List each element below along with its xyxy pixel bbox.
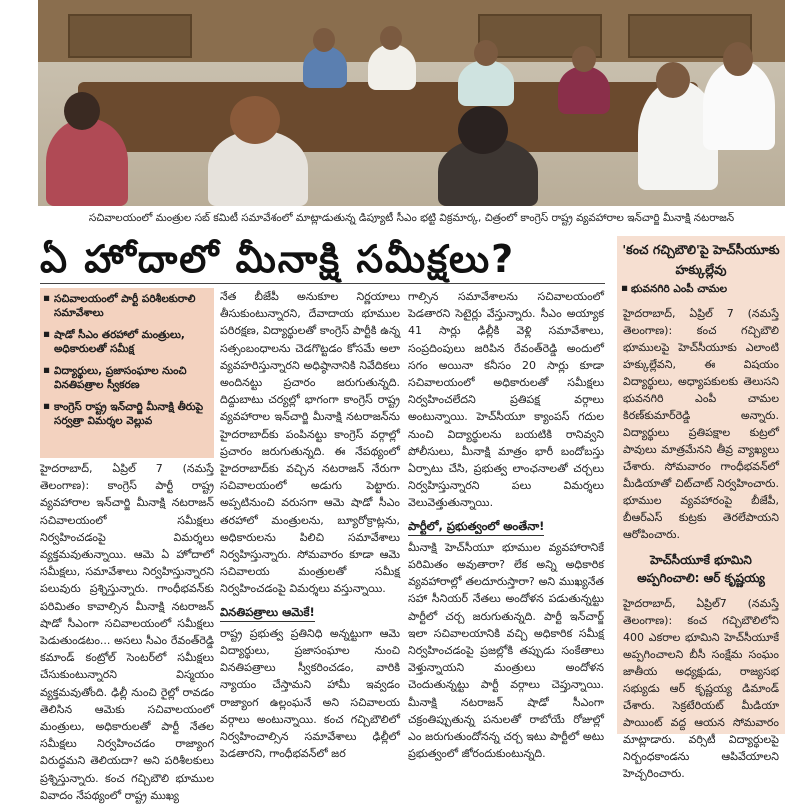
article-paragraph: గాల్సిన సమావేశాలను సచివాలయంలో పెడతారని సెటైర్లు వేస్తున్నారు. సీఎం అయ్యాక 41 సార్లు ఢిల్లీకి వెళ్లి సమావేశాలు, సంప్రదింపులు జరిపిన రేవంత్‌రెడ్డి అందులో సగం అయినా కనీసం 20 సార్లు కూడా సచివాలయంలో అధికారులతో సమీక్షలు నిర్వహించలేదని ప్రతిపక్ష వర్గాలు అంటున్నాయి. హెచ్‌సీయూ క్యాంపస్ గదుల నుంచి విద్యార్థులను బయటికి రానివ్వని పోలీసులు, మీనాక్షి మాత్రం భారీ బందోబస్తు ఏర్పాటు చేసి, ప్రభుత్వ లాంఛనాలతో చర్చలు నిర్వహిస్తున్నారని పలు విమర్శలు వెలువెత్తుతున్నాయి. [408, 290, 604, 510]
photo-person [558, 66, 610, 114]
photo-wall-panel [68, 14, 192, 58]
photo-person [46, 118, 128, 206]
photo-caption: సచివాలయంలో మంత్రుల సబ్ కమిటీ సమావేశంలో మాట్లాడుతున్న డిప్యూటీ సీఎం భట్టి విక్రమార్క, చిత్రంలో కాంగ్రెస్ రాష్ట్ర వ్యవహారాల ఇన్‌చార్జి మీనాక్షి నటరాజన్ [38, 206, 785, 230]
photo-person-head [64, 92, 100, 130]
photo-person-head [458, 106, 508, 154]
page-headline: ఏ హోదాలో మీనాక్షి సమీక్షలు? [40, 237, 516, 281]
sidebar-heading-2: హెచ్‌సీయూకే భూమిని అప్పగించాలి: ఆర్ కృష్ణయ్య [637, 553, 765, 585]
article-paragraph: మీనాక్షి హెచ్‌సీయూ భూముల వ్యవహారానికే పరిమితం అవుతారా? లేక అన్ని అధికారిక వ్యవహారాల్లో తలదూరుస్తారా? అని ముఖ్యనేత సహా సీనియర్ నేతలు అందోళన పడుతున్నట్టు పార్టీలో చర్చ జరుగుతున్నది. పార్టీ ఇన్‌చార్జ్ ఇలా సచివాలయానికి వచ్చి అధికారిక సమీక్ష నిర్వహించడంపై ప్రజల్లోకి తప్పుడు సంకేతాలు వెళ్తున్నాయని మంత్రులు అందోళన చెందుతున్నట్టు పార్టీ వర్గాలు చెప్తున్నాయి. మీనాక్షి నటరాజన్ షాడో సీఎంగా చక్రంతిప్పుతున్న పనులతో రాబోయే రోజుల్లో ఎం జరుగుతుందోనన్న చర్చ ఇటు పార్టీలో అటు ప్రభుత్వంలో జోరందుకుంటున్నది. [408, 540, 604, 761]
sidebar-text: హైదరాబాద్, ఏప్రిల్ 7 (నమస్తే తెలంగాణ): కంచ గచ్చిబౌలి భూములపై హెచ్‌సీయూకు ఎలాంటి హక్కుల్లేవని, ఈ విషయం విద్యార్థులు, అధ్యాపకులకు తెలుసని భువనగిరి ఎంపీ చామల కిరణ్‌కుమార్‌రెడ్డి అన్నారు. విద్యార్థులు ప్రతిపక్షాల కుట్రలో పావులు మాత్రమేనని తీవ్ర వ్యాఖ్యలు చేశారు. సోమవారం గాంధీభవన్‌లో మీడియాతో చిట్‌చాట్ నిర్వహించారు. భూముల వ్యవహారంపై బీజేపీ, బీఆర్‌ఎస్ కుట్రకు తెరలేపాయని ఆరోపించారు. [623, 307, 779, 541]
article-subheading: పార్టీలో, ప్రభుత్వంలో అంతేనా! [408, 518, 544, 536]
article-paragraph: రాష్ట్ర ప్రభుత్వ ప్రతినిధి అన్నట్టుగా ఆమె విద్యార్థులు, ప్రజాసంఘాల నుంచి వినతిపత్రాలు స్వీకరించడం, వారికి న్యాయం చేస్తామని హామీ ఇవ్వడం రాజ్యాంగ ఉల్లంఘనే అని సచివాలయ వర్గాలు అంటున్నాయి. కంచ గచ్చిబౌలిలో నిర్వహించాల్సిన సమావేశాలు ఢిల్లీలో పెడతారని, గాంధీభవన్‌లో జర [220, 626, 400, 761]
sidebar-story [617, 236, 785, 780]
sidebar-bullet: ▪ భువనగిరి ఎంపీ చామల [617, 280, 785, 301]
photo-person [458, 60, 514, 106]
headline-rule [40, 283, 605, 284]
article-subheading: వినతిపత్రాలు ఆమెకే! [220, 604, 315, 622]
photo-person [368, 44, 416, 90]
article-paragraph: నేత బీజేపీ అనుకూల నిర్ణయాలు తీసుకుంటున్నారని, దేవాదాయ భూముల పరిరక్షణ, విద్యార్థులతో కాంగ్రెస్ పార్టీకి ఉన్న సత్సంబంధాలను చెడగొట్టడం కోసమే అలా వ్యవహరిస్తున్నారని అధిష్ఠానానికి నివేదికలు అందినట్టు ప్రచారం జరుగుతున్నది. దిద్దుబాటు చర్యల్లో భాగంగా కాంగ్రెస్ రాష్ట్ర వ్యవహారాల ఇన్‌చార్జి మీనాక్షి నటరాజన్‌ను హైదరాబాద్‌కు పంపినట్టు కాంగ్రెస్ వర్గాల్లో ప్రచారం జరుగుతున్నది. ఈ నేపథ్యంలో హైదరాబాద్‌కు వచ్చిన నటరాజన్ నేరుగా సచివాలయంలో అడుగు పెట్టారు. అప్పటినుంచి వరుసగా ఆమె షాడో సీఎం తరహాలో మంత్రులను, బ్యూరోక్రాట్లను, అధికారులను పిలిచి సమావేశాలు నిర్వహిస్తున్నారు. సోమవారం కూడా ఆమె సచివాలయ మంత్రులతో సమీక్ష నిర్వహించడంపై విమర్శలు వస్తున్నాయి. [220, 290, 400, 596]
highlights-box [40, 288, 214, 458]
sidebar-heading: 'కంచ గచ్చిబౌలి'పై హెచ్‌సీయూకు హక్కుల్లేవు [622, 242, 780, 277]
article-column-2 [220, 288, 400, 762]
photo-person-head [572, 46, 596, 72]
photo-person-head [656, 62, 690, 98]
meeting-photo [38, 0, 785, 206]
sidebar-text-2: హైదరాబాద్, ఏప్రిల్7 (నమస్తే తెలంగాణ): కంచ గచ్చిబౌలిలోని 400 ఎకరాల భూమిని హెచ్‌సీయూకే అప్పగించాలని బీసీ సంక్షేమ సంఘం జాతీయ అధ్యక్షుడు, రాజ్యసభ సభ్యుడు ఆర్ కృష్ణయ్య డిమాండ్ చేశారు. సెక్రటేరియట్ మీడియా పాయింట్ వద్ద ఆయన సోమవారం మాట్లాడారు. వర్సిటీ విద్యార్థులపై నిర్బంధకాండను ఆపివేయాలని హెచ్చరించారు. [623, 597, 779, 780]
highlight-item: ▪ విద్యార్థులు, ప్రజాసంఘాల నుంచి వినతిపత్రాల స్వీకరణ [40, 360, 214, 396]
photo-person [303, 46, 347, 88]
photo-person-head [380, 26, 402, 50]
photo-person-head [723, 42, 753, 76]
photo-person-head [230, 96, 280, 144]
photo-person-head [474, 40, 498, 66]
highlight-item: ▪ కాంగ్రెస్ రాష్ట్ర ఇన్‌చార్జి మీనాక్షి తీరుపై సర్వత్రా విమర్శల వెల్లువ [40, 396, 214, 432]
article-column-3 [408, 288, 604, 762]
article-column-1: హైదరాబాద్, ఏప్రిల్ 7 (నమస్తే తెలంగాణ): కాంగ్రెస్ పార్టీ రాష్ట్ర వ్యవహారాల ఇన్‌చార్జి మీనాక్షి నటరాజన్ సచివాలయంలో సమీక్షలు నిర్వహించడంపై విమర్శలు వ్యక్తమవుతున్నాయి. ఆమె ఏ హోదాలో సమీక్షలు, సమావేశాలు నిర్వహిస్తున్నారని పలువురు ప్రశ్నిస్తున్నారు. గాంధీభవన్‌కు పరిమితం కావాల్సిన మీనాక్షి నటరాజన్ షాడో సీఎంగా సచివాలయంలో సమీక్షలు పెడుతుండటం... అసలు సీఎం రేవంత్‌రెడ్డి కమాండ్ కంట్రోల్ సెంటర్‌లో సమీక్షలు చేసుకుంటున్నారని విస్మయం వ్యక్తమవుతోంది. ఢిల్లీ నుంచి రైల్లో రావడం తెలిసిన ఆమెకు సచివాలయంలో మంత్రులు, అధికారులతో పార్టీ నేతల సమీక్షలు నిర్వహించడం రాజ్యాంగ విరుద్ధమని తెలియదా? అని పరిశీలకులు ప్రశ్నిస్తున్నారు. కంచ గచ్చిబౌలి భూముల వివాదం నేపథ్యంలో రాష్ట్ర ముఖ్య [40, 462, 214, 802]
highlight-item: ▪ సచివాలయంలో పార్టీ పరిశీలకురాలి సమావేశాలు [40, 288, 214, 324]
highlight-item: ▪ షాడో సీఎం తరహాలో మంత్రులు, అధికారులతో సమీక్ష [40, 324, 214, 360]
photo-person-head [313, 28, 335, 52]
